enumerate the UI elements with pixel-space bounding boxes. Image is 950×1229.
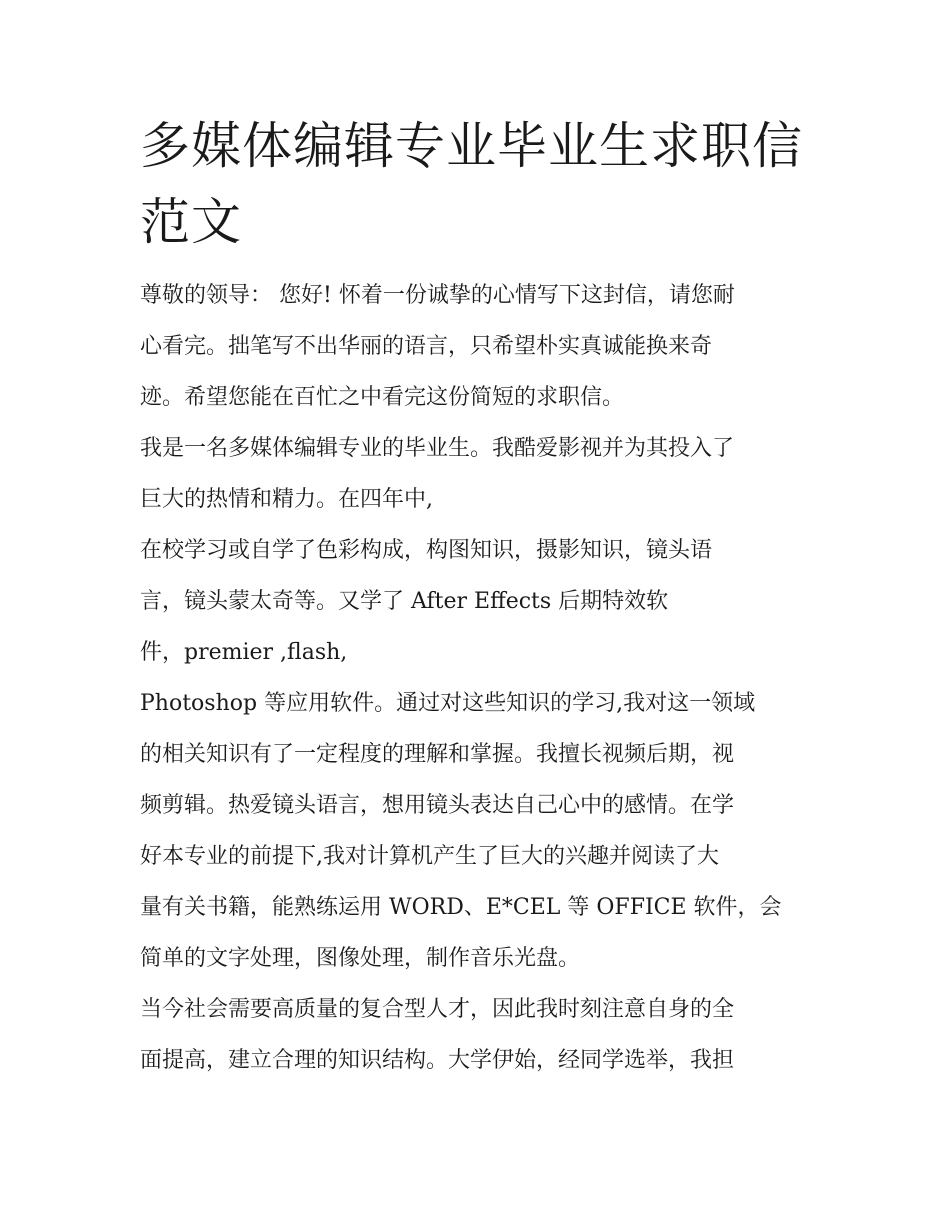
text-line: 简单的文字处理，图像处理，制作音乐光盘。 <box>140 946 581 971</box>
paragraph-skills <box>140 678 830 984</box>
text-line: 言，镜头蒙太奇等。又学了 After Effects 后期特效软 <box>140 589 669 614</box>
text-line: 频剪辑。热爱镜头语言，想用镜头表达自己心中的感情。在学 <box>140 793 735 818</box>
paragraph-study <box>140 525 830 678</box>
text-line: 量有关书籍，能熟练运用 WORD、E*CEL 等 OFFICE 软件，会 <box>140 895 782 920</box>
text-line: 在校学习或自学了色彩构成，构图知识，摄影知识，镜头语 <box>140 538 713 563</box>
paragraph-greeting <box>140 270 830 423</box>
text-line: 的相关知识有了一定程度的理解和掌握。我擅长视频后期，视 <box>140 742 735 767</box>
document-page <box>140 108 830 1086</box>
text-line: 当今社会需要高质量的复合型人才，因此我时刻注意自身的全 <box>140 997 735 1022</box>
paragraph-society <box>140 984 830 1086</box>
text-line: 迹。希望您能在百忙之中看完这份简短的求职信。 <box>140 385 625 410</box>
text-line: 巨大的热情和精力。在四年中, <box>140 487 433 512</box>
text-line: 我是一名多媒体编辑专业的毕业生。我酷爱影视并为其投入了 <box>140 436 735 461</box>
text-line: 心看完。拙笔写不出华丽的语言，只希望朴实真诚能换来奇 <box>140 334 713 359</box>
title-line: 范文 <box>140 193 242 251</box>
title-line: 多媒体编辑专业毕业生求职信 <box>140 117 803 175</box>
text-line: Photoshop 等应用软件。通过对这些知识的学习,我对这一领域 <box>140 691 756 716</box>
text-line: 面提高，建立合理的知识结构。大学伊始，经同学选举，我担 <box>140 1048 735 1073</box>
text-line: 件，premier ,flash, <box>140 640 348 665</box>
text-line: 好本专业的前提下,我对计算机产生了巨大的兴趣并阅读了大 <box>140 844 719 869</box>
document-title <box>140 108 830 260</box>
text-line: 尊敬的领导： 您好! 怀着一份诚挚的心情写下这封信，请您耐 <box>140 283 735 308</box>
paragraph-intro <box>140 423 830 525</box>
